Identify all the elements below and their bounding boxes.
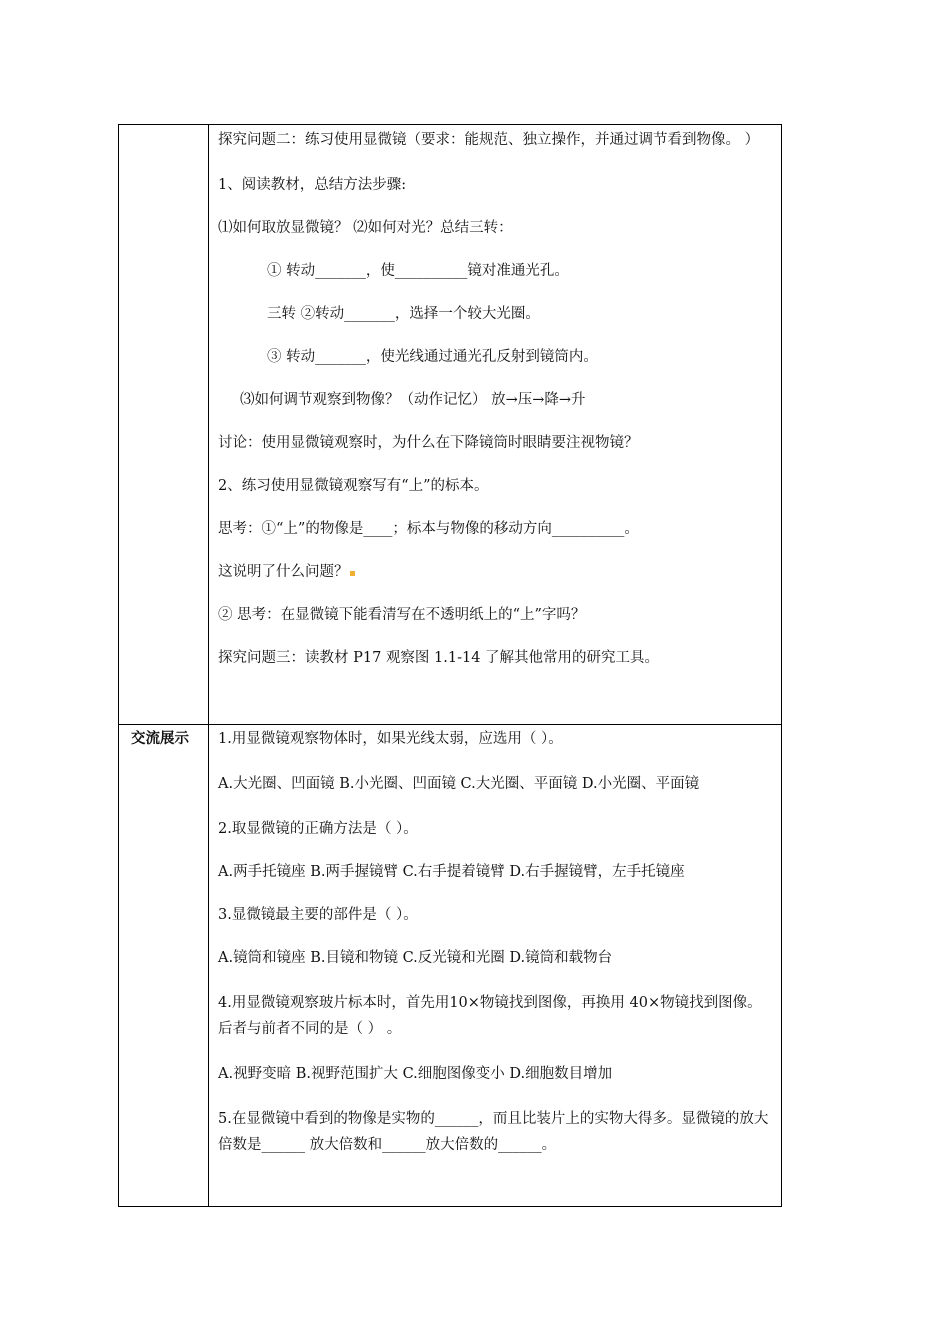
practice-heading: 2、练习使用显微镜观察写有“上”的标本。	[218, 478, 489, 494]
question-3: 3.显微镜最主要的部件是（ ）。	[218, 907, 418, 923]
highlight-mark	[350, 571, 355, 576]
question-2-options: A.两手托镜座 B.两手握镜臂 C.右手提着镜臂 D.右手握镜臂，左手托镜座	[218, 864, 685, 880]
step-heading: 1、阅读教材，总结方法步骤:	[218, 177, 407, 193]
section-label	[119, 125, 208, 129]
turn-step-1: ① 转动_______，使__________镜对准通光孔。	[267, 263, 569, 279]
section-row-exchange	[119, 725, 782, 1207]
turn-step-3: ③ 转动_______，使光线通过通光孔反射到镜筒内。	[267, 349, 598, 365]
think-line-2: ② 思考：在显微镜下能看清写在不透明纸上的“上”字吗？	[218, 607, 586, 623]
question-3-options: A.镜筒和镜座 B.目镜和物镜 C.反光镜和光圈 D.镜筒和载物台	[218, 950, 613, 966]
question-1: 1.用显微镜观察物体时，如果光线太弱，应选用（ ）。	[218, 731, 563, 747]
section-content-cell	[209, 725, 782, 1207]
section-row-inquiry	[119, 125, 782, 725]
explain-line: 这说明了什么问题？	[218, 561, 773, 583]
turn-step-2: 三转 ②转动_______，选择一个较大光圈。	[267, 306, 540, 322]
inquiry-3-line: 探究问题三：读教材 P17 观察图 1.1-14 了解其他常用的研究工具。	[218, 650, 660, 666]
inquiry-2-heading: 探究问题二：练习使用显微镜（要求：能规范、独立操作，并通过调节看到物像。 ）	[218, 132, 760, 148]
worksheet-table	[118, 124, 782, 1207]
section-label-cell	[119, 725, 209, 1207]
question-4: 4.用显微镜观察玻片标本时，首先用10×物镜找到图像，再换用 40×物镜找到图像。后者与前者不同的是（ ） 。	[218, 995, 762, 1037]
question-1-options: A.大光圈、凹面镜 B.小光圈、凹面镜 C.大光圈、平面镜 D.小光圈、平面镜	[218, 776, 700, 792]
question-line: ⑴如何取放显微镜？ ⑵如何对光？总结三转：	[218, 220, 513, 236]
section-label: 交流展示	[131, 731, 189, 747]
section-label-cell	[119, 125, 209, 725]
focus-question: ⑶如何调节观察到物像？（动作记忆） 放→压→降→升	[240, 392, 586, 408]
section-content-cell	[209, 125, 782, 725]
question-5: 5.在显微镜中看到的物像是实物的______，而且比装片上的实物大得多。显微镜的放大倍数是______ 放大倍数和______放大倍数的______。	[218, 1111, 769, 1153]
question-4-options: A.视野变暗 B.视野范围扩大 C.细胞图像变小 D.细胞数目增加	[218, 1066, 613, 1082]
think-line-1: 思考：①“上”的物像是____；标本与物像的移动方向__________。	[218, 521, 639, 537]
question-2: 2.取显微镜的正确方法是（ ）。	[218, 821, 418, 837]
discussion-line: 讨论：使用显微镜观察时，为什么在下降镜筒时眼睛要注视物镜？	[218, 435, 639, 451]
